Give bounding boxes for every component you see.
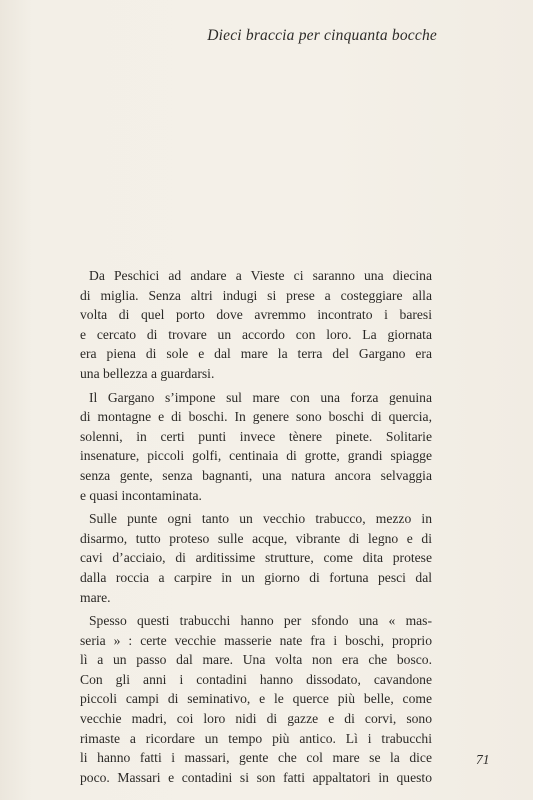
text-line: solenni, in certi punti invece tènere pinete. Solitarie: [80, 428, 432, 444]
text-line: seria » : certe vecchie masserie nate fra i boschi, proprio: [80, 632, 432, 648]
text-line: era piena di sole e dal mare la terra del Gargano era: [80, 346, 432, 362]
text-line: disarmo, tutto proteso sulle acque, vibrante di legno e di: [80, 530, 432, 546]
paragraph: [80, 388, 432, 506]
paragraph: [80, 509, 432, 607]
text-line: senza gente, senza bagnanti, una natura ancora selvaggia: [80, 467, 432, 483]
text-line: cavi d’acciaio, di arditissime strutture, come dita protese: [80, 550, 432, 566]
text-line: mare.: [80, 589, 111, 605]
text-line: Sulle punte ogni tanto un vecchio trabucco, mezzo in: [89, 511, 432, 527]
text-line: insenature, piccoli golfi, centinaia di grotte, grandi spiagge: [80, 448, 432, 464]
text-line: e cercato di trovare un accordo con loro. La giornata: [80, 326, 432, 342]
text-line: lì a un passo dal mare. Una volta non era che bosco.: [80, 652, 432, 668]
running-head: Dieci braccia per cinquanta bocche: [207, 27, 437, 44]
text-line: Con gli anni i contadini hanno dissodato, cavandone: [80, 671, 432, 687]
text-line: dalla roccia a carpire in un giorno di fortuna pesci dal: [80, 569, 432, 585]
text-line: e quasi incontaminata.: [80, 487, 202, 503]
text-line: Spesso questi trabucchi hanno per sfondo una « mas-: [89, 613, 432, 629]
text-line: volta di quel porto dove avremmo incontrato i baresi: [80, 307, 432, 323]
text-line: rimaste a ricordare un tempo più antico. Lì i trabucchi: [80, 730, 432, 746]
paragraph: [80, 266, 432, 384]
text-line: vecchie madri, coi loro nidi di gazze e di corvi, sono: [80, 711, 432, 727]
text-line: Il Gargano s’impone sul mare con una forza genuina: [89, 389, 432, 405]
body-text: [80, 266, 432, 791]
text-line: poco. Massari e contadini si son fatti appaltatori in questo: [80, 769, 432, 785]
text-line: di montagne e di boschi. In genere sono boschi di quercia,: [80, 409, 432, 425]
text-line: una bellezza a guardarsi.: [80, 365, 215, 381]
page-number: 71: [476, 752, 490, 767]
paragraph: [80, 611, 432, 787]
text-line: li hanno fatti i massari, gente che col mare se la dice: [80, 750, 432, 766]
text-line: Da Peschici ad andare a Vieste ci saranno una diecina: [89, 268, 432, 283]
text-line: piccoli campi di seminativo, e le querce più belle, come: [80, 691, 432, 707]
text-line: di miglia. Senza altri indugi si prese a costeggiare alla: [80, 287, 432, 303]
